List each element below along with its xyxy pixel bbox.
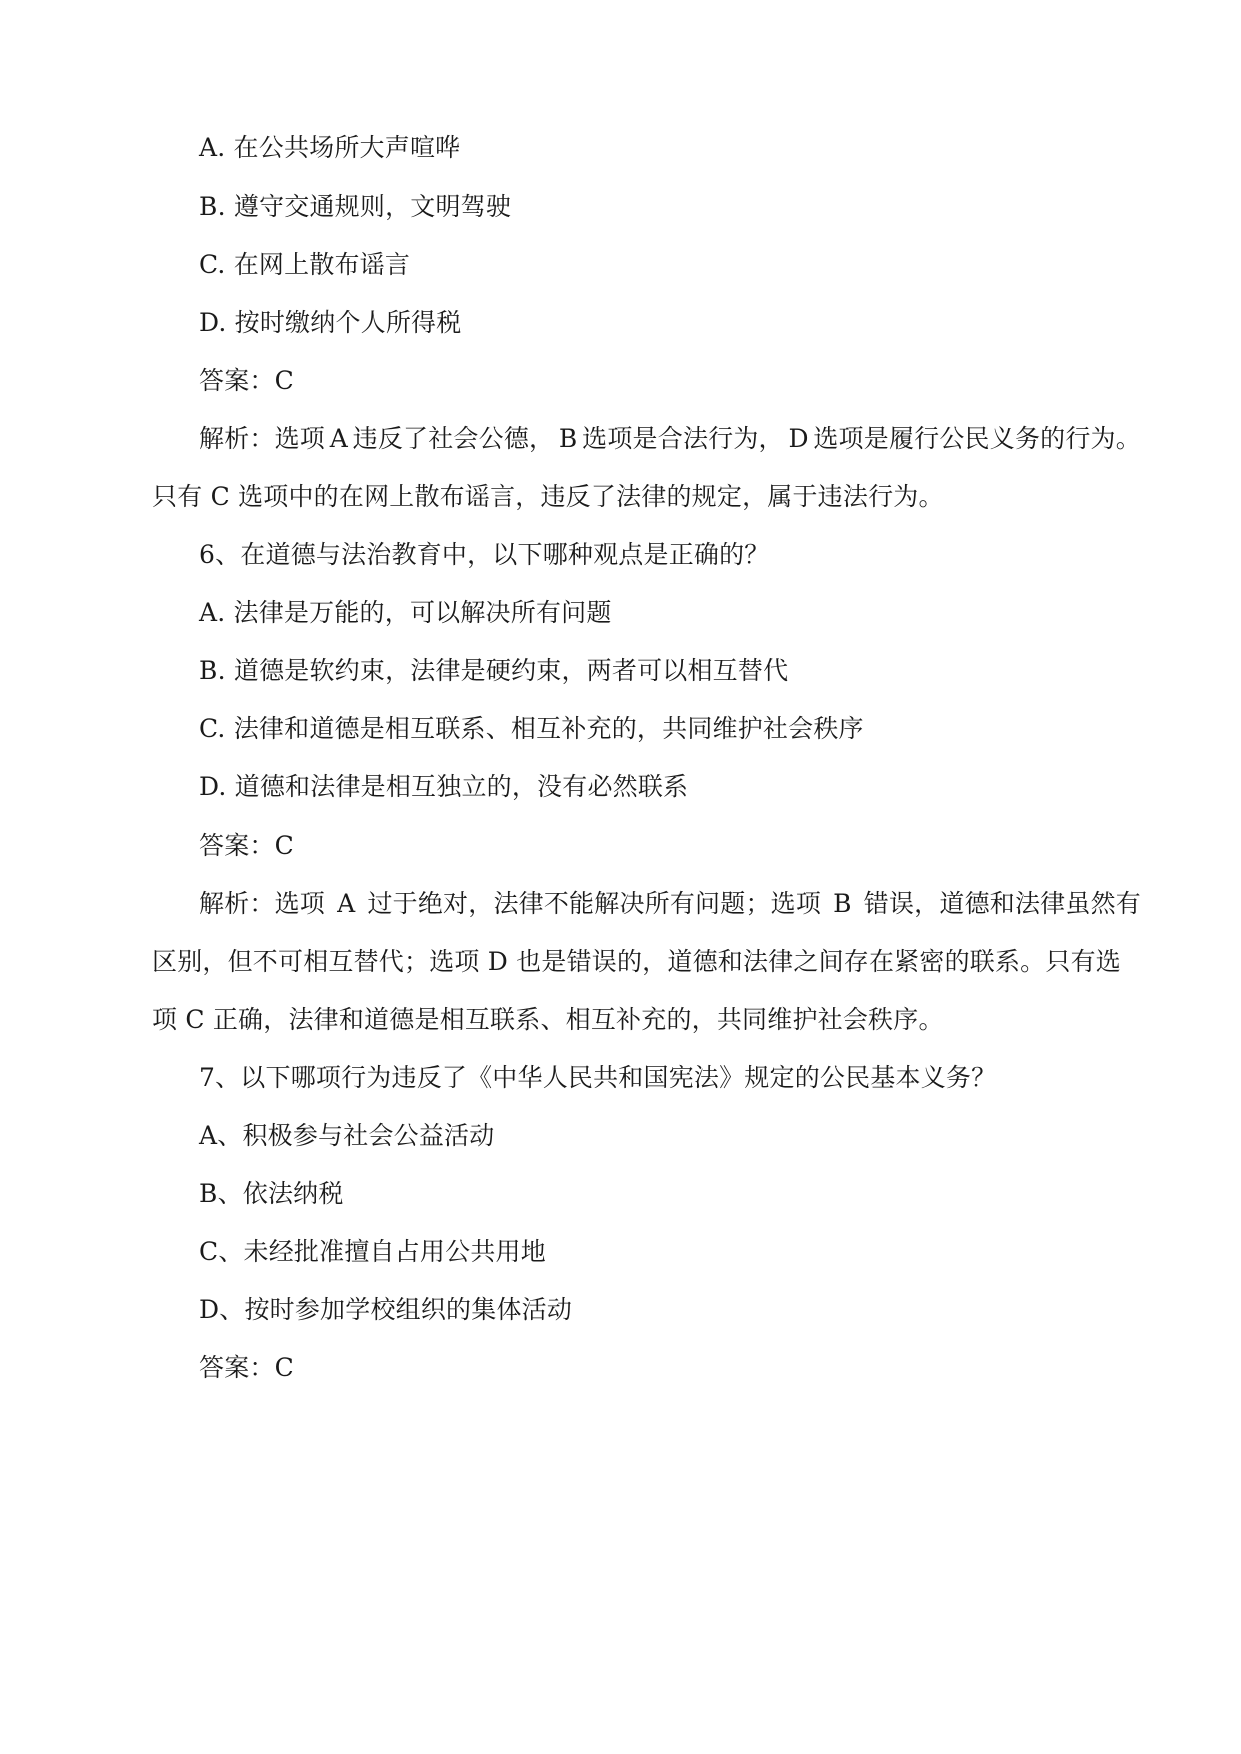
q7-option-d: D、按时参加学校组织的集体活动 [199,1295,573,1324]
q6-analysis-line-3 [152,1003,944,1037]
q7-question: 7、以下哪项行为违反了《中华人民共和国宪法》规定的公民基本义务？ [199,1063,997,1092]
text-segment: 正确，法律和道德是相互联系、相互补充的，共同维护社会秩序。 [212,1005,944,1034]
text-segment: 违反了社会公德， [352,424,555,453]
text-segment: 解析：选项 [199,889,326,918]
q7-option-c: C、未经批准擅自占用公共用地 [199,1237,546,1266]
q6-option-b: B. 道德是软约束，法律是硬约束，两者可以相互替代 [199,656,789,685]
q5-option-a: A. 在公共场所大声喧哗 [199,133,461,162]
q6-analysis-line-1 [199,887,1141,921]
q5-answer: 答案：C [199,366,294,395]
text-segment: D [788,424,809,453]
text-segment: 区别，但不可相互替代；选项 [152,947,480,976]
q5-analysis-line-2 [152,480,944,514]
q7-answer: 答案：C [199,1353,294,1382]
text-segment: B [833,889,852,918]
text-segment: D [487,947,509,976]
q6-option-a: A. 法律是万能的，可以解决所有问题 [199,598,612,627]
q5-option-b: B. 遵守交通规则，文明驾驶 [199,192,512,221]
text-segment: B [558,424,578,453]
text-segment: 选项是合法行为， [582,424,784,453]
text-segment: 过于绝对，法律不能解决所有问题；选项 [367,889,822,918]
text-segment: C [210,482,230,511]
text-segment: A [329,424,348,453]
text-segment: 项 [152,1005,178,1034]
text-segment: 解析：选项 [199,424,326,453]
q5-option-d: D. 按时缴纳个人所得税 [199,308,462,337]
q5-option-c: C. 在网上散布谣言 [199,250,411,279]
text-segment: 也是错误的，道德和法律之间存在紧密的联系。只有选 [516,947,1121,976]
q6-answer: 答案：C [199,831,294,860]
q6-option-c: C. 法律和道德是相互联系、相互补充的，共同维护社会秩序 [199,714,864,743]
text-segment: C [185,1005,205,1034]
text-segment: 选项中的在网上散布谣言，违反了法律的规定，属于违法行为。 [238,482,944,511]
q6-analysis-line-2 [152,945,1121,979]
q7-option-b: B、依法纳税 [199,1179,344,1208]
q6-question: 6、在道德与法治教育中，以下哪种观点是正确的？ [199,540,770,569]
text-segment: 只有 [152,482,203,511]
q6-option-d: D. 道德和法律是相互独立的，没有必然联系 [199,772,689,801]
text-segment: 错误，道德和法律虽然有 [863,889,1141,918]
q5-analysis-line-1 [199,422,1141,456]
q7-option-a: A、积极参与社会公益活动 [199,1121,495,1150]
text-segment: A [337,889,356,918]
text-segment: 选项是履行公民义务的行为。 [813,424,1141,453]
